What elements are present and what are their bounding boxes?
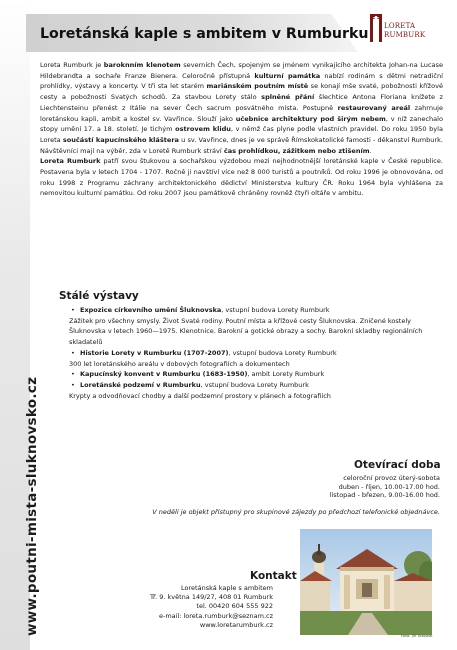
opening-line: duben - říjen, 10.00-17.00 hod. (338, 482, 440, 491)
text-run: . (369, 146, 372, 155)
highlight: součástí kapucínského kláštera (62, 135, 179, 144)
contact-email[interactable]: e-mail: loreta.rumburk@seznam.cz (158, 611, 273, 620)
highlight: splněné přání (261, 93, 315, 102)
loreta-photo (300, 529, 432, 635)
highlight: Loreta Rumburk (40, 157, 101, 166)
exhibition-title-row (69, 305, 444, 316)
loreta-logo (370, 14, 450, 54)
exhibition-name: Expozice církevního umění Šluknovska (80, 306, 222, 314)
contact-name: Loretánská kaple s ambitem (181, 584, 273, 592)
contact-heading: Kontakt (250, 570, 297, 582)
exhibition-place: , vstupní budova Lorety Rumburk (221, 306, 330, 314)
text-run: , v němž čas plyne podle vlastních pravidel. Do roku 1950 byla Loreta (40, 125, 444, 144)
highlight: kulturní památka (254, 71, 321, 80)
contact-address: Tř. 9. května 149/27, 408 01 Rumburk (150, 593, 273, 602)
contact-website[interactable]: www.loretarumburk.cz (199, 620, 273, 629)
exhibitions-heading: Stálé výstavy (59, 290, 139, 302)
list-item (69, 369, 444, 380)
text-run: zahrnuje loretánskou kapli, ambit a kostel sv. Vavřince. Slouží jako (40, 103, 443, 123)
text-run: nabízí rodinám s dětmi netradiční prohlídky, výstavy a koncerty. V tři sta let starém (40, 71, 443, 91)
loreta-photo-illustration (300, 529, 432, 635)
opening-hours (200, 474, 440, 500)
opening-line: listopad - březen, 9.00-16.00 hod. (329, 491, 440, 500)
text-run: Loreta Rumburk je (40, 61, 104, 69)
exhibition-description: Krypty a odvodňovací chodby a další podzemní prostory v plánech a fotografiích (69, 391, 331, 400)
contact-phone[interactable]: tel. 00420 604 555 922 (196, 602, 273, 611)
list-item (69, 380, 444, 401)
opening-line: celoroční provoz úterý-sobota (343, 474, 440, 482)
intro-paragraph-2 (40, 156, 443, 199)
highlight: učebnice architektury pod širým nebem (235, 114, 386, 123)
highlight: čas prohlídkou, zážitkem nebo ztišením (223, 146, 370, 155)
intro-text (40, 60, 443, 199)
exhibition-description: 300 let loretánského areálu v dobových fotografiích a dokumentech (69, 359, 290, 368)
loreta-logo-icon (370, 14, 382, 42)
exhibition-place: , vstupní budova Lorety Rumburk (228, 348, 337, 357)
text-run: severních Čech, spojeným se jménem vynikajícího architekta Johan-na Lucase Hildebrandta a sochaře Franze Bienera. Celoročně přístupná (40, 61, 443, 80)
sidebar-website-url[interactable]: www.poutni-mista-sluknovsko.cz (24, 376, 40, 636)
exhibition-title-row (69, 369, 444, 380)
text-run: se konají mše svaté, pobožnosti křížové cesty a pobožnosti Svatých schodů. Za stavbou Lorety stálo (40, 82, 444, 102)
text-run: patří svou štukovou a sochařskou výzdobou mezi nejhodnotnější loretánské kaple v České republice. Postavena byla v letech 1704 - 1707. Ročně ji navštíví více než 8 000 turistů a poutníků. Od roku 1996 je obnovována, od roku 1998 z Programu záchrany architektonického dědictví Ministerstva kultury ČR. Roku 1964 byla vyhlášena za nemovitou kulturní památku. Od roku 2007 jsou památkově chráněny rovněž čtyři oltáře v ambitu. (40, 157, 443, 198)
photo-credit: Foto: Jiří Stejskal (401, 633, 433, 638)
text-run: , v níž zanechalo stopy umění 17. a 18. století. Je tichým (40, 114, 443, 134)
exhibition-title-row (69, 380, 444, 391)
exhibition-name: Historie Lorety v Rumburku (1707-2007) (80, 348, 229, 357)
contact-details (130, 584, 273, 630)
logo-text-rumburk: RUMBURK (384, 31, 426, 39)
sidebar-strip (0, 0, 40, 650)
text-run: šlechtice Antona Floriana knížete z Liechtensteinu přenést z Itálie na sever Čech sacrum posvátného místa. Postupně (40, 93, 443, 112)
logo-text-loreta: LORETA (384, 22, 416, 30)
bullet-icon: • (71, 348, 75, 357)
text-run: u sv. Vavřince, dnes je ve správě Římskokatolické famosti - děkanství Rumburk. Návštěvníci mají na výběr, zda v Loretě Rumburk stráví (40, 135, 444, 155)
exhibition-name: Loretánské podzemí v Rumburku (80, 380, 201, 389)
exhibition-place: , vstupní budova Lorety Rumburk (200, 380, 309, 389)
page-title: Loretánská kaple s ambitem v Rumburku (40, 26, 369, 42)
bullet-icon: • (71, 380, 75, 389)
highlight: baroknním klenotem (103, 61, 181, 69)
exhibition-place: , ambit Lorety Rumburk (247, 370, 325, 379)
bullet-icon: • (71, 306, 75, 314)
bullet-icon: • (71, 370, 75, 379)
list-item (69, 305, 444, 348)
exhibition-description: Zážitek pro všechny smysly. Život Svaté rodiny. Poutní místa a křížové cesty Šluknovska. Zničené kostely Šluknovska v letech 1960—1975. Klenotnice. Barokní a gotické obrazy a sochy. Barokní skladby regionálních skladatelů (69, 316, 423, 347)
opening-hours-heading: Otevírací doba (354, 459, 441, 471)
highlight: restaurovaný areál (337, 103, 411, 112)
highlight: ostrovem klidu (175, 125, 231, 134)
highlight: mariánském poutním místě (206, 82, 309, 91)
opening-note: V neděli je objekt přístupný pro skupinové zájezdy po předchozí telefonické objednávce. (152, 508, 440, 516)
exhibition-name: Kapucínský konvent v Rumburku (1683-1950) (80, 370, 248, 379)
intro-paragraph-1 (40, 60, 443, 156)
list-item (69, 348, 444, 369)
exhibitions-list (69, 305, 444, 401)
exhibition-title-row (69, 348, 444, 359)
